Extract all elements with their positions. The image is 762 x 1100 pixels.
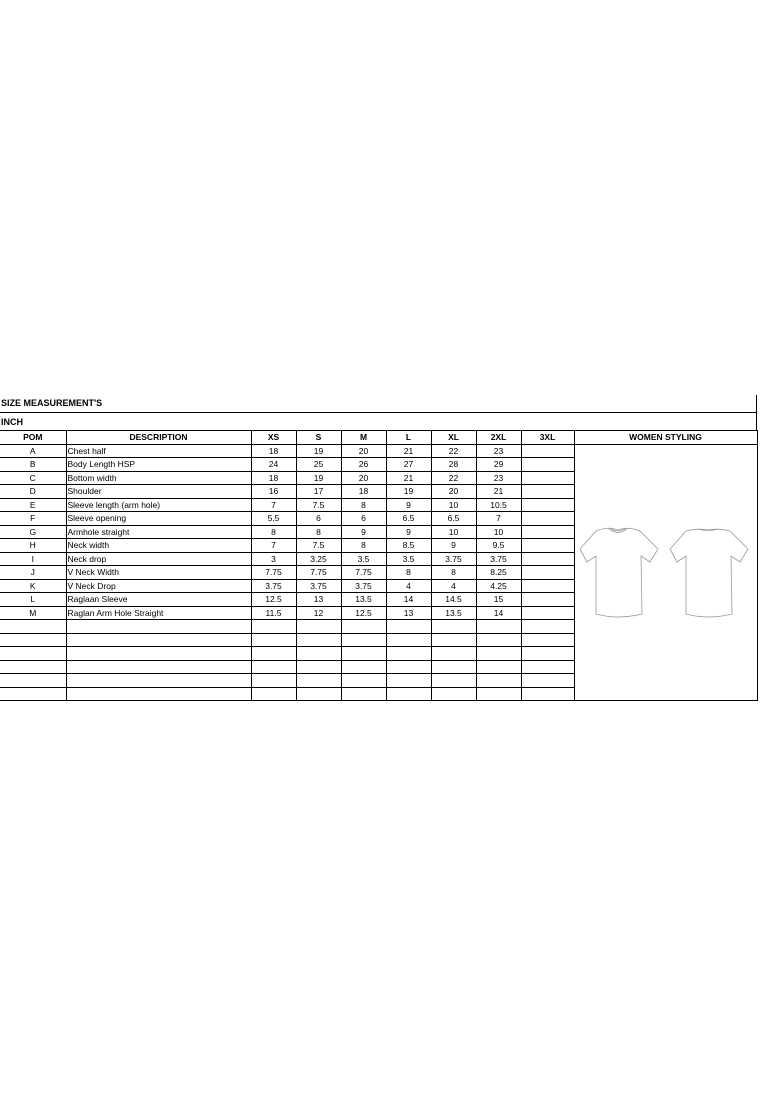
size-value-s: 3.75 <box>296 579 341 593</box>
blank-cell <box>386 647 431 661</box>
blank-cell <box>296 674 341 688</box>
size-value-s: 7.75 <box>296 566 341 580</box>
size-value-m: 12.5 <box>341 606 386 620</box>
size-value-l: 9 <box>386 525 431 539</box>
blank-cell <box>251 647 296 661</box>
size-value-2xl: 3.75 <box>476 552 521 566</box>
pom-code: E <box>0 498 66 512</box>
header-size-3xl: 3XL <box>521 431 574 445</box>
size-value-l: 6.5 <box>386 512 431 526</box>
blank-cell <box>0 620 66 634</box>
blank-cell <box>521 620 574 634</box>
size-value-3xl <box>521 485 574 499</box>
size-value-2xl: 23 <box>476 444 521 458</box>
blank-cell <box>386 620 431 634</box>
measurement-description: Body Length HSP <box>66 458 251 472</box>
size-value-xs: 18 <box>251 471 296 485</box>
blank-cell <box>66 660 251 674</box>
size-value-xl: 9 <box>431 539 476 553</box>
header-pom: POM <box>0 431 66 445</box>
pom-code: H <box>0 539 66 553</box>
blank-cell <box>341 687 386 701</box>
header-size-xl: XL <box>431 431 476 445</box>
size-value-l: 9 <box>386 498 431 512</box>
size-value-m: 18 <box>341 485 386 499</box>
measurement-description: Chest half <box>66 444 251 458</box>
blank-cell <box>431 647 476 661</box>
size-value-2xl: 29 <box>476 458 521 472</box>
pom-code: A <box>0 444 66 458</box>
blank-cell <box>251 660 296 674</box>
blank-cell <box>251 687 296 701</box>
size-value-xl: 13.5 <box>431 606 476 620</box>
pom-code: B <box>0 458 66 472</box>
size-value-s: 17 <box>296 485 341 499</box>
size-value-s: 7.5 <box>296 539 341 553</box>
blank-cell <box>0 660 66 674</box>
header-size-2xl: 2XL <box>476 431 521 445</box>
blank-cell <box>296 633 341 647</box>
size-value-xl: 10 <box>431 498 476 512</box>
header-size-m: M <box>341 431 386 445</box>
size-value-s: 25 <box>296 458 341 472</box>
size-value-xl: 3.75 <box>431 552 476 566</box>
table-row <box>0 444 757 458</box>
size-value-3xl <box>521 458 574 472</box>
measurement-description: Bottom width <box>66 471 251 485</box>
size-value-2xl: 4.25 <box>476 579 521 593</box>
size-value-m: 9 <box>341 525 386 539</box>
size-value-xl: 8 <box>431 566 476 580</box>
blank-cell <box>341 633 386 647</box>
size-value-l: 3.5 <box>386 552 431 566</box>
size-value-xs: 18 <box>251 444 296 458</box>
size-value-m: 13.5 <box>341 593 386 607</box>
size-value-s: 19 <box>296 471 341 485</box>
size-value-3xl <box>521 444 574 458</box>
blank-cell <box>521 647 574 661</box>
size-value-m: 20 <box>341 471 386 485</box>
measurement-description: Armhole straight <box>66 525 251 539</box>
blank-cell <box>296 687 341 701</box>
blank-cell <box>476 633 521 647</box>
size-value-3xl <box>521 552 574 566</box>
size-value-l: 19 <box>386 485 431 499</box>
size-value-2xl: 23 <box>476 471 521 485</box>
unit-label: INCH <box>0 412 757 430</box>
header-size-xs: XS <box>251 431 296 445</box>
pom-code: L <box>0 593 66 607</box>
size-value-xl: 22 <box>431 471 476 485</box>
blank-cell <box>0 674 66 688</box>
size-value-m: 6 <box>341 512 386 526</box>
blank-cell <box>296 647 341 661</box>
measurement-description: Shoulder <box>66 485 251 499</box>
women-styling-image-cell <box>574 444 757 701</box>
size-value-l: 4 <box>386 579 431 593</box>
size-value-xl: 14.5 <box>431 593 476 607</box>
blank-cell <box>521 660 574 674</box>
measurement-description: Raglan Arm Hole Straight <box>66 606 251 620</box>
measurement-description: Sleeve opening <box>66 512 251 526</box>
blank-cell <box>66 620 251 634</box>
blank-cell <box>251 633 296 647</box>
pom-code: G <box>0 525 66 539</box>
blank-cell <box>476 647 521 661</box>
size-value-xs: 12.5 <box>251 593 296 607</box>
size-value-m: 3.75 <box>341 579 386 593</box>
size-value-xl: 10 <box>431 525 476 539</box>
size-value-xl: 20 <box>431 485 476 499</box>
sheet-title: SIZE MEASUREMENT'S <box>0 395 757 412</box>
size-value-2xl: 7 <box>476 512 521 526</box>
size-value-xs: 7 <box>251 539 296 553</box>
blank-cell <box>386 633 431 647</box>
pom-code: M <box>0 606 66 620</box>
blank-cell <box>341 647 386 661</box>
size-value-2xl: 9.5 <box>476 539 521 553</box>
size-value-m: 7.75 <box>341 566 386 580</box>
size-value-3xl <box>521 525 574 539</box>
size-value-xs: 5.5 <box>251 512 296 526</box>
measurement-description: V Neck Drop <box>66 579 251 593</box>
size-value-3xl <box>521 606 574 620</box>
blank-cell <box>476 660 521 674</box>
measurement-description: Neck width <box>66 539 251 553</box>
measurement-description: Raglaan Sleeve <box>66 593 251 607</box>
size-value-s: 7.5 <box>296 498 341 512</box>
size-value-s: 13 <box>296 593 341 607</box>
pom-code: I <box>0 552 66 566</box>
size-value-xl: 22 <box>431 444 476 458</box>
table-header-row <box>0 431 757 445</box>
size-value-3xl <box>521 593 574 607</box>
size-value-xl: 6.5 <box>431 512 476 526</box>
blank-cell <box>0 633 66 647</box>
pom-code: K <box>0 579 66 593</box>
blank-cell <box>431 633 476 647</box>
blank-cell <box>66 674 251 688</box>
blank-cell <box>341 674 386 688</box>
measurement-description: V Neck Width <box>66 566 251 580</box>
size-value-l: 13 <box>386 606 431 620</box>
header-description: DESCRIPTION <box>66 431 251 445</box>
size-value-3xl <box>521 539 574 553</box>
size-value-xs: 3.75 <box>251 579 296 593</box>
size-value-s: 6 <box>296 512 341 526</box>
pom-code: C <box>0 471 66 485</box>
blank-cell <box>251 674 296 688</box>
size-value-l: 21 <box>386 444 431 458</box>
size-value-m: 26 <box>341 458 386 472</box>
blank-cell <box>296 620 341 634</box>
blank-cell <box>386 687 431 701</box>
blank-cell <box>431 687 476 701</box>
size-value-m: 8 <box>341 498 386 512</box>
header-women-styling: WOMEN STYLING <box>574 431 757 445</box>
pom-code: F <box>0 512 66 526</box>
size-value-l: 8 <box>386 566 431 580</box>
tshirt-front-back-sketch-icon <box>578 522 753 622</box>
blank-cell <box>341 620 386 634</box>
blank-cell <box>431 660 476 674</box>
size-value-s: 19 <box>296 444 341 458</box>
size-value-xs: 11.5 <box>251 606 296 620</box>
size-spec-sheet <box>0 395 757 701</box>
size-value-l: 14 <box>386 593 431 607</box>
size-value-xs: 16 <box>251 485 296 499</box>
size-value-2xl: 8.25 <box>476 566 521 580</box>
blank-cell <box>66 687 251 701</box>
size-value-m: 20 <box>341 444 386 458</box>
size-value-s: 12 <box>296 606 341 620</box>
header-size-l: L <box>386 431 431 445</box>
size-value-3xl <box>521 498 574 512</box>
blank-cell <box>431 674 476 688</box>
measurement-description: Neck drop <box>66 552 251 566</box>
size-value-m: 3.5 <box>341 552 386 566</box>
blank-cell <box>386 660 431 674</box>
pom-code: J <box>0 566 66 580</box>
measurement-table <box>0 430 758 701</box>
blank-cell <box>0 687 66 701</box>
blank-cell <box>0 647 66 661</box>
size-value-s: 3.25 <box>296 552 341 566</box>
blank-cell <box>476 674 521 688</box>
size-value-m: 8 <box>341 539 386 553</box>
size-value-xs: 7 <box>251 498 296 512</box>
blank-cell <box>341 660 386 674</box>
pom-code: D <box>0 485 66 499</box>
size-value-3xl <box>521 579 574 593</box>
blank-cell <box>251 620 296 634</box>
size-value-3xl <box>521 471 574 485</box>
blank-cell <box>476 620 521 634</box>
size-value-s: 8 <box>296 525 341 539</box>
blank-cell <box>66 647 251 661</box>
blank-cell <box>296 660 341 674</box>
blank-cell <box>521 687 574 701</box>
measurement-description: Sleeve length (arm hole) <box>66 498 251 512</box>
blank-cell <box>476 687 521 701</box>
blank-cell <box>386 674 431 688</box>
size-value-l: 27 <box>386 458 431 472</box>
size-value-l: 8.5 <box>386 539 431 553</box>
size-value-2xl: 10 <box>476 525 521 539</box>
size-value-l: 21 <box>386 471 431 485</box>
size-value-xs: 3 <box>251 552 296 566</box>
size-value-2xl: 21 <box>476 485 521 499</box>
size-value-xs: 8 <box>251 525 296 539</box>
size-value-xs: 24 <box>251 458 296 472</box>
size-value-2xl: 15 <box>476 593 521 607</box>
size-value-3xl <box>521 566 574 580</box>
blank-cell <box>66 633 251 647</box>
blank-cell <box>521 633 574 647</box>
size-value-xl: 4 <box>431 579 476 593</box>
size-value-xl: 28 <box>431 458 476 472</box>
size-value-2xl: 10.5 <box>476 498 521 512</box>
size-value-xs: 7.75 <box>251 566 296 580</box>
blank-cell <box>521 674 574 688</box>
blank-cell <box>431 620 476 634</box>
size-value-3xl <box>521 512 574 526</box>
header-size-s: S <box>296 431 341 445</box>
size-value-2xl: 14 <box>476 606 521 620</box>
